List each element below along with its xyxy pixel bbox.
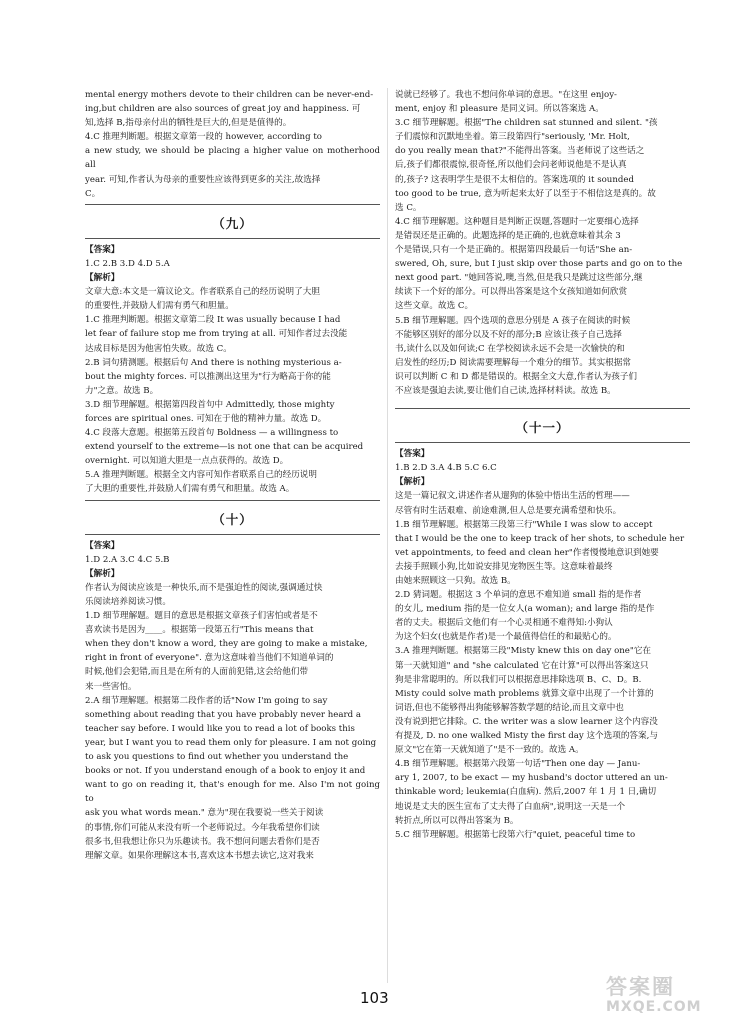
section-divider: [395, 408, 690, 409]
right-top-text: [395, 88, 690, 398]
text-line: 续读下一个好的部分。可以得出答案是这个女孩知道如何欣赏: [395, 287, 628, 298]
right-column: [395, 88, 690, 842]
column-divider: [387, 88, 388, 983]
analysis-text-9: [85, 285, 380, 496]
text-line: something about reading that you have probably never heard a: [85, 709, 361, 720]
left-top-text: [85, 88, 380, 201]
analysis-label: 【解析】: [85, 568, 120, 579]
text-line: ary 1, 2007, to be exact — my husband's doctor uttered an un-: [395, 773, 668, 784]
text-line: 狗是非常聪明的。所以我们可以根据意思排除选项 B、C、D。B.: [395, 674, 642, 685]
text-line: 说就已经够了。我也不想问你单词的意思。"在这里 enjoy-: [395, 90, 617, 100]
text-line: swered, Oh, sure, but I just skip over those parts and go on to the: [395, 259, 683, 270]
text-line: Misty could solve math problems 就算文章中出现了一个计算的: [395, 688, 654, 699]
text-line: year. 可知,作者认为母亲的重要性应该得到更多的关注,故选择: [85, 174, 321, 185]
watermark-logo: [606, 975, 736, 1019]
text-line: a new study, we should be placing a higher value on motherhood all: [85, 146, 380, 171]
analysis-label: 【解析】: [85, 273, 120, 284]
analysis-text-11: [395, 489, 690, 841]
text-line: 的重要性,并鼓励人们需有勇气和胆量。: [85, 301, 234, 312]
text-line: 1.C 推理判断题。根据文章第二段 It was usually because I had: [85, 315, 341, 326]
text-line: books or not. If you understand enough of a book to enjoy it and: [85, 766, 366, 777]
text-line: 识可以判断 C 和 D 都是错误的。根据全文大意,作者认为孩子们: [395, 371, 637, 382]
text-line: 5.B 细节理解题。四个选项的意思分别是 A 孩子在阅读的时候: [395, 315, 631, 326]
left-column: [85, 88, 380, 863]
text-line: 不应该是强迫去读,要让他们自己读,选择材料读。故选 B。: [395, 385, 616, 396]
text-line: 1.D 细节理解题。题目的意思是根据文章孩子们害怕或者是不: [85, 611, 318, 622]
text-line: 这是一篇记叙文,讲述作者从遛狗的体验中悟出生活的哲理——: [395, 491, 630, 502]
text-line: 书,读什么以及如何读;C 在学校阅读永远不会是一次愉快的和: [395, 343, 625, 354]
text-line: bout the mighty forces. 可以推测出这里为"行为略高于你的能: [85, 371, 331, 382]
text-line: year, but I want you to read them only for pleasure. I am not going: [85, 737, 377, 748]
text-line: 5.A 推理判断题。根据全文内容可知作者联系自己的经历说明: [85, 470, 317, 481]
watermark-url: MXQE.COM: [606, 999, 702, 1015]
text-line: want to go on reading it, that's enough for me. Also I'm not going to: [85, 780, 380, 805]
text-line: 第一天就知道" and "she calculated 它在计算"可以得出答案这只: [395, 660, 649, 671]
text-line: 为这个妇女(也就是作者)是一个最值得信任的和最贴心的。: [395, 632, 617, 643]
answer-key: 1.C 2.B 3.D 4.D 5.A: [85, 258, 170, 269]
answer-key: 1.D 2.A 3.C 4.C 5.B: [85, 554, 170, 565]
text-line: 有提及, D. no one walked Misty the first day 这个选项的答案,与: [395, 731, 658, 742]
text-line: 3.A 推理判断题。根据第三段"Misty knew this on day one"它在: [395, 646, 652, 657]
text-line: 乐阅读培养阅读习惯。: [85, 597, 171, 607]
text-line: C。: [85, 188, 101, 199]
text-line: 原文"它在第一天就知道了"是不一致的。故选 A。: [395, 745, 584, 756]
text-line: 词语,但也不能够得出狗能够解答数学题的结论,而且文章中也: [395, 702, 624, 713]
text-line: 个是错误,只有一个是正确的。根据第四段最后一句话"She an-: [395, 245, 633, 256]
text-line: 的女儿, medium 指的是一位女人(a woman); and large 指的是作: [395, 604, 655, 615]
text-line: mental energy mothers devote to their children can be never-end-: [85, 90, 374, 100]
text-line: thinkable word; leukemia(白血病). 然后,2007 年 1 月 1 日,确切: [395, 787, 657, 798]
text-line: when they don't know a word, they are going to make a mistake,: [85, 639, 368, 650]
text-line: ask you what words mean." 意为"现在我要说一些关于阅读: [85, 808, 324, 819]
text-line: next good part. "她回答说,噢,当然,但是我只是跳过这些部分,继: [395, 273, 643, 284]
text-line: 3.C 细节理解题。根据"The children sat stunned and silent. "孩: [395, 118, 658, 129]
text-line: 转折点,所以可以得出答案为 B。: [395, 815, 519, 826]
text-line: 的事情,你们可能从来没有听一个老师说过。今年我希望你们读: [85, 822, 320, 833]
text-line: right in front of everyone". 意为这意味着当他们不知道单词的: [85, 653, 334, 664]
section-title-rule: [85, 238, 380, 239]
text-line: to ask you questions to find out whether you understand the: [85, 752, 349, 763]
watermark-text: 答案圈: [606, 975, 675, 999]
text-line: overnight. 可以知道大胆是一点点获得的。故选 D。: [85, 456, 289, 467]
text-line: extend yourself to the extreme—is not one that can be acquired: [85, 442, 364, 453]
text-line: 理解文章。如果你理解这本书,喜欢这本书想去读它,这对我来: [85, 850, 314, 861]
text-line: 3.D 细节理解题。根据第四段首句中 Admittedly, those mighty: [85, 399, 335, 410]
section-divider: [85, 204, 380, 205]
text-line: 尽管有时生活艰难、前途难测,但人总是要充满希望和快乐。: [395, 505, 622, 516]
text-line: 了大胆的重要性,并鼓励人们需有勇气和胆量。故选 A。: [85, 484, 295, 495]
text-line: 是错误还是正确的。此题选择的是正确的,也就意味着其余 3: [395, 230, 621, 241]
text-line: forces are spiritual ones. 可知在于他的精神力量。故选 D。: [85, 413, 327, 424]
answer-key: 1.B 2.D 3.A 4.B 5.C 6.C: [395, 463, 497, 474]
text-line: 4.C 推理判断题。根据文章第一段的 however, according to: [85, 132, 322, 143]
analysis-text-10: [85, 581, 380, 863]
text-line: 来一些害怕。: [85, 681, 137, 692]
text-line: teacher say before. I would like you to read a lot of books this: [85, 723, 355, 734]
section-title-rule: [395, 442, 690, 443]
text-line: 这些文章。故选 C。: [395, 301, 474, 312]
text-line: 2.A 细节理解题。根据第二段作者的话"Now I'm going to say: [85, 695, 328, 706]
text-line: 知,选择 B,指母亲付出的牺牲是巨大的,但是是值得的。: [85, 118, 292, 129]
answer-label: 【答案】: [85, 540, 120, 551]
text-line: 作者认为阅读应该是一种快乐,而不是强迫性的阅读,强调通过快: [85, 582, 323, 593]
text-line: 的,孩子? 这表明学生是很不太相信的。答案选项的 it sounded: [395, 174, 634, 185]
text-line: 5.C 细节理解题。根据第七段第六行"quiet, peaceful time to: [395, 829, 636, 840]
text-line: 很多书,但我想让你只为乐趣读书。我不想问问题去看你们是否: [85, 836, 320, 847]
text-line: 4.C 段落大意题。根据第五段首句 Boldness — a willingness to: [85, 428, 339, 439]
text-line: 子们震惊和沉默地坐着。第三段第四行"seriously, 'Mr. Holt,: [395, 132, 630, 143]
text-line: let fear of failure stop me from trying at all. 可知作者过去没能: [85, 329, 348, 340]
text-line: 选 C。: [395, 202, 422, 213]
answer-label: 【答案】: [85, 244, 120, 255]
text-line: 文章大意:本文是一篇议论文。作者联系自己的经历说明了大胆: [85, 287, 320, 298]
text-line: 没有说到把它排除。C. the writer was a slow learner 这个内容没: [395, 716, 658, 727]
text-line: too good to be true, 意为听起来太好了以至于不相信这是真的。故: [395, 188, 656, 199]
answer-label: 【答案】: [395, 449, 430, 460]
section-title-9: （九）: [212, 215, 253, 231]
text-line: 1.B 细节理解题。根据第三段第三行"While I was slow to accept: [395, 519, 653, 530]
text-line: 时候,他们会犯错,而且是在所有的人面前犯错,这会给他们带: [85, 667, 309, 678]
text-line: 2.D 猜词题。根据这 3 个单词的意思不难知道 small 指的是作者: [395, 590, 642, 601]
text-line: 后,孩子们都很震惊,很奇怪,所以他们会问老师说他是不是认真: [395, 160, 627, 171]
section-title-rule: [85, 534, 380, 535]
text-line: 达成目标是因为他害怕失败。故选 C。: [85, 343, 232, 354]
text-line: 4.C 细节理解题。这种题目是判断正误题,答题时一定要细心选择: [395, 216, 639, 227]
text-line: do you really mean that?"不能得出答案。当老师说了这些话之: [395, 146, 645, 157]
text-line: 力"之意。故选 B。: [85, 385, 159, 396]
text-line: 由她来照顾这一只狗。故选 B。: [395, 576, 516, 586]
analysis-label: 【解析】: [395, 477, 430, 488]
text-line: that I would be the one to keep track of her shots, to schedule her: [395, 533, 685, 544]
text-line: ing,but children are also sources of great joy and happiness. 可: [85, 104, 361, 115]
section-title-11: （十一）: [515, 420, 570, 436]
text-line: 启发性的经历;D 阅读需要理解每一个难分的细节。其实根据常: [395, 357, 631, 368]
text-line: 喜欢读书是因为____。根据第一段第五行"This means that: [85, 625, 314, 636]
text-line: 不能够区别好的部分以及不好的部分;B 应该让孩子自己选择: [395, 329, 622, 340]
text-line: 地说是丈夫的医生宣布了丈夫得了白血病",说明这一天是一个: [395, 801, 626, 812]
text-line: 者的丈夫。根据后文他们有一个心灵相通不难得知:小狗认: [395, 618, 613, 629]
text-line: 2.B 词句猜测题。根据后句 And there is nothing mysterious a-: [85, 357, 342, 368]
text-line: ment, enjoy 和 pleasure 是同义词。所以答案选 A。: [395, 104, 604, 115]
text-line: vet appointments, to feed and clean her"作者慢慢地意识到她要: [395, 547, 659, 558]
section-title-10: （十）: [212, 511, 253, 527]
page-number: 103: [360, 989, 389, 1007]
text-line: 去接手照顾小狗,比如说安排见宠物医生等。这意味着最终: [395, 561, 613, 572]
section-divider: [85, 500, 380, 501]
text-line: 4.B 细节理解题。根据第六段第一句话"Then one day — Janu-: [395, 759, 641, 770]
